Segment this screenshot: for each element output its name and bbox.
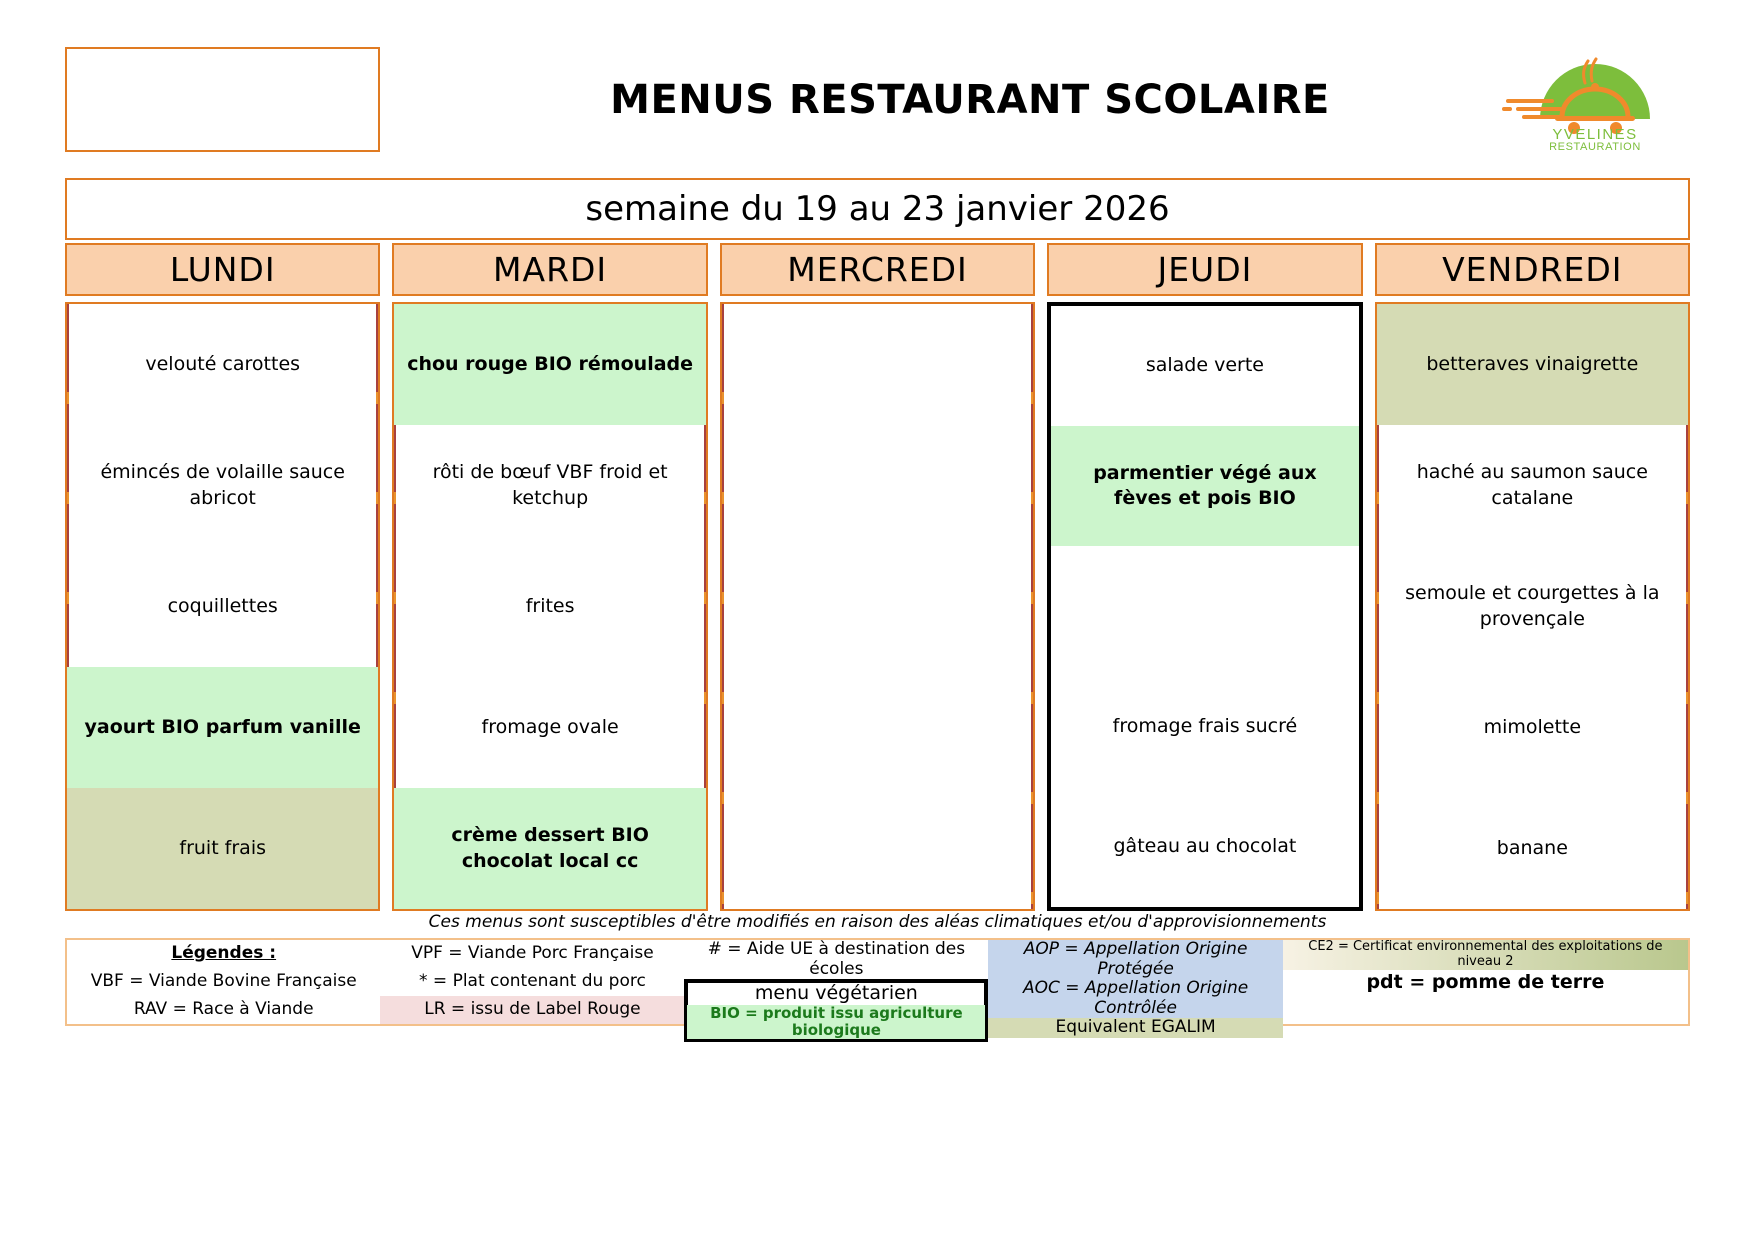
legend-item-ce2: CE2 = Certificat environnemental des exploitations de niveau 2 [1283,940,1688,970]
day-column-vendredi [1375,243,1690,911]
day-body-jeudi-vegetarien [1047,302,1362,911]
menu-item-egalim: fruit frais [67,788,378,909]
week-banner: semaine du 19 au 23 janvier 2026 [65,178,1690,240]
legend-item-bio: BIO = produit issu agriculture biologique [684,1005,988,1043]
page-header [65,47,1690,152]
menu-item: frites [525,594,575,617]
day-header-lundi: LUNDI [65,243,380,296]
menu-item: fromage frais sucré [1112,714,1298,737]
page-title: MENUS RESTAURANT SCOLAIRE [610,76,1330,123]
menu-item: fromage ovale [481,715,619,738]
legend-title: Légendes : [171,943,277,964]
legend-item-pdt: pdt = pomme de terre [1366,971,1605,994]
menu-item-egalim: betteraves vinaigrette [1377,304,1688,425]
day-body-vendredi [1375,302,1690,911]
day-header-vendredi: VENDREDI [1375,243,1690,296]
legend-item-aoc: AOC = Appellation Origine Contrôlée [988,979,1282,1018]
menu-item-bio: parmentier végé aux fèves et pois BIO [1051,426,1358,546]
legend-column-4 [988,939,1282,1038]
legend-item-aide-ue: # = Aide UE à destination des écoles [707,939,966,979]
menu-item: haché au saumon sauce catalane [1416,460,1648,509]
menu-item: mimolette [1483,715,1582,738]
legend-panel [65,938,1690,1040]
menu-item: velouté carottes [145,352,301,375]
svg-text:YVELINES: YVELINES [1552,126,1638,143]
menu-disclaimer: Ces menus sont susceptibles d'être modifiés en raison des aléas climatiques et/ou d'approvisionnements [428,912,1327,932]
svg-text:RESTAURATION: RESTAURATION [1549,141,1641,152]
day-body-mercredi [720,302,1035,911]
school-logo-box [65,47,380,152]
legend-column-3 [684,939,988,1040]
yvelines-restauration-logo [1500,47,1690,152]
legend-item-aop: AOP = Appellation Origine Protégée [988,940,1282,979]
menu-item [722,425,1033,546]
legend-item-rav: RAV = Race à Viande [133,999,314,1020]
day-column-jeudi [1047,243,1362,911]
legend-item-vbf: VBF = Viande Bovine Française [90,971,357,992]
legend-item-egalim: Equivalent EGALIM [988,1018,1282,1038]
menu-item: gâteau au chocolat [1113,835,1297,858]
menu-item [722,667,1033,788]
menu-item: rôti de bœuf VBF froid et ketchup [432,460,668,509]
menu-item-bio: yaourt BIO parfum vanille [67,667,378,788]
menu-item: banane [1496,836,1568,859]
menu-item [722,788,1033,909]
legend-item-blank [1283,997,1688,1024]
menu-item [722,546,1033,667]
menu-item [1051,546,1358,666]
day-column-mercredi [720,243,1035,911]
day-header-mardi: MARDI [392,243,707,296]
day-header-jeudi: JEUDI [1047,243,1362,296]
menu-item: coquillettes [167,594,278,617]
legend-item-porc: * = Plat contenant du porc [419,971,646,992]
menu-item: salade verte [1145,354,1264,377]
day-body-lundi [65,302,380,911]
legend-column-5 [1283,940,1688,1024]
legend-item-menu-vegetarien: menu végétarien [684,979,988,1005]
menu-item-bio: chou rouge BIO rémoulade [394,304,705,425]
menu-item: semoule et courgettes à la provençale [1405,581,1660,630]
day-body-mardi [392,302,707,911]
menu-item-bio: crème dessert BIO chocolat local cc [394,788,705,909]
menu-item [722,304,1033,425]
menu-week-grid [65,243,1690,911]
menu-item: émincés de volaille sauce abricot [100,460,345,509]
legend-column-1 [67,940,380,1024]
legend-item-vpf: VPF = Viande Porc Française [411,943,654,964]
legend-column-2 [380,940,684,1024]
day-header-mercredi: MERCREDI [720,243,1035,296]
day-column-mardi [392,243,707,911]
day-column-lundi [65,243,380,911]
legend-item-label-rouge: LR = issu de Label Rouge [380,996,684,1024]
